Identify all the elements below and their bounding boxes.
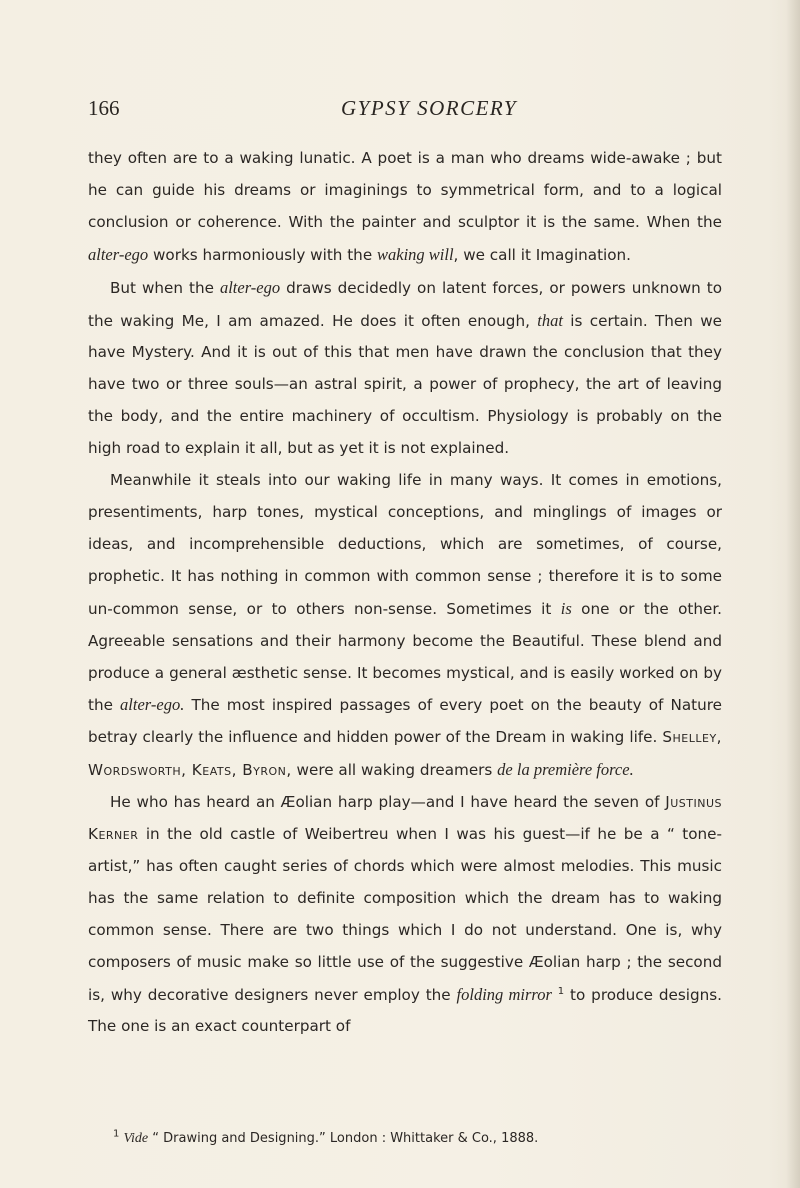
paragraph-2 [88, 272, 722, 465]
text-run: they often are to a waking lunatic. A poet is a man who dreams wide-awake ; but he can guide his dreams or imaginings to symmetrical form, and to a logical conclusion or coherence. With the painter and sculptor it is the same. When the [88, 149, 722, 231]
running-head: GYPSY SORCERY [341, 96, 518, 120]
italic-text: waking will [377, 244, 454, 264]
text-run: in the old castle of Weibertreu when I was his guest—if he be a “ tone-artist,” has often caught series of chords which were almost melodies. This music has the same relation to definite composition which the dream has to waking common sense. There are two things which I do not understand. One is, why composers of music make so little use of the suggestive Æolian harp ; the second is, why decorative designers never employ the [88, 825, 722, 1004]
italic-text: that [537, 310, 563, 330]
footnote [113, 1128, 733, 1147]
text-run: , we call it Imagination. [453, 245, 632, 264]
text-run: works harmoniously with the [148, 245, 377, 264]
footnote-reference[interactable]: 1 [557, 985, 565, 997]
italic-text: alter-ego. [120, 695, 185, 715]
italic-text: folding mirror [456, 984, 552, 1004]
footnote-text: “ Drawing and Designing.” London : Whittaker & Co., 1888. [148, 1131, 539, 1146]
paragraph-3 [88, 465, 722, 787]
body-text [88, 143, 722, 1043]
italic-text: is [560, 598, 572, 618]
footnote-vide: Vide [123, 1131, 149, 1146]
text-run: is certain. Then we have Mystery. And it is out of this that men have drawn the conclusion that they have two or three souls—an astral spirit, a power of prophecy, the art of leaving the body, and the entire machinery of occultism. Physiology is probably on the high road to explain it all, but as yet it is not explained. [88, 311, 722, 458]
text-run: But when the [110, 278, 220, 297]
text-run: were all waking dreamers [291, 761, 498, 780]
small-caps-names: Shelley, Wordsworth, Keats, Byron, [88, 728, 722, 780]
text-run: to produce designs. The one is an exact counterpart of [88, 985, 722, 1036]
footnote-marker: 1 [113, 1128, 120, 1140]
italic-text: alter-ego [219, 277, 281, 297]
text-run: draws decidedly on latent forces, or powers unknown to the waking Me, I am amazed. He does it often enough, [88, 278, 722, 330]
italic-text: de la première force. [497, 760, 634, 780]
italic-text: alter-ego [88, 244, 149, 264]
page-header [88, 96, 728, 124]
page-edge-shadow [786, 0, 800, 1188]
text-run: Meanwhile it steals into our waking life in many ways. It comes in emotions, presentiments, harp tones, mystical conceptions, and minglings of images or ideas, and incomprehensible deductions, which are sometimes, of course, prophetic. It has nothing in common with common sense ; therefore it is to some un-common sense, or to others non-sense. Sometimes it [88, 471, 722, 618]
text-run: The most inspired passages of every poet on the beauty of Nature betray clearly the influence and hidden power of the Dream in waking life. [88, 696, 722, 747]
page-number: 166 [88, 96, 120, 120]
paragraph-1 [88, 143, 722, 272]
small-caps-name: Justinus Kerner [88, 793, 722, 844]
text-run: one or the other. Agreeable sensations and their harmony become the Beautiful. These blend and produce a general æsthetic sense. It becomes mystical, and is easily worked on by the [88, 599, 722, 715]
paragraph-4 [88, 787, 722, 1043]
text-run: He who has heard an Æolian harp play—and I have heard the seven of [110, 793, 666, 812]
